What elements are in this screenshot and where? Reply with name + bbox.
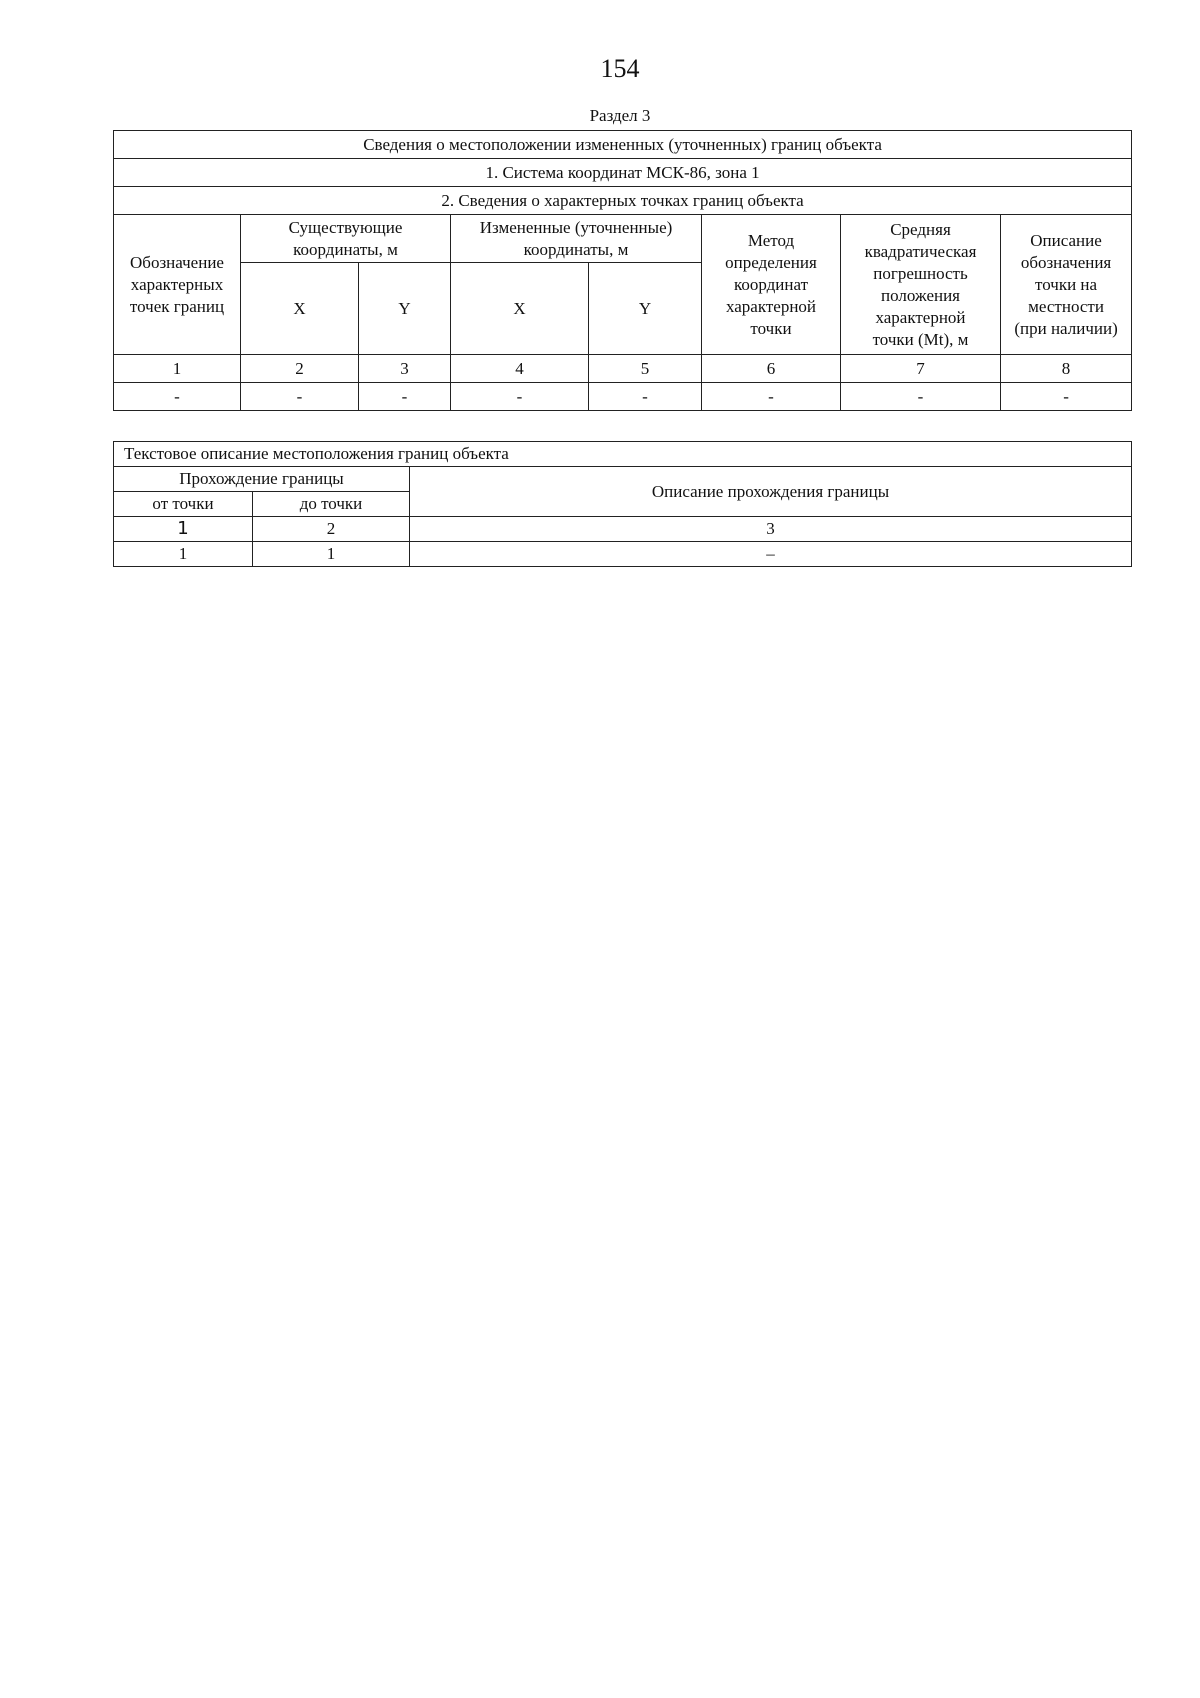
column-number: 3 (410, 517, 1132, 542)
header-passage: Прохождение границы (114, 467, 410, 492)
column-number: 3 (359, 355, 451, 383)
header-changed-y: Y (589, 263, 702, 355)
header-point-designation: Обозначение характерных точек границ (114, 215, 241, 355)
table-cell: - (841, 383, 1001, 411)
header-method: Метод определения координат характерной точки (702, 215, 841, 355)
coordinate-system: 1. Система координат МСК-86, зона 1 (114, 159, 1132, 187)
table-cell: - (359, 383, 451, 411)
column-number: 1 (114, 355, 241, 383)
table-cell: - (589, 383, 702, 411)
header-to-point: до точки (253, 492, 410, 517)
table-cell: 1 (114, 542, 253, 567)
column-number: 1 (114, 517, 253, 542)
table-cell: - (114, 383, 241, 411)
header-existing-y: Y (359, 263, 451, 355)
column-numbers-row (114, 355, 1132, 383)
column-number: 4 (451, 355, 589, 383)
section-label: Раздел 3 (589, 106, 651, 125)
table-cell: - (241, 383, 359, 411)
table-cell: - (451, 383, 589, 411)
table-cell: - (702, 383, 841, 411)
table-cell: - (1001, 383, 1132, 411)
table-cell: 1 (253, 542, 410, 567)
header-changed-x: X (451, 263, 589, 355)
points-heading: 2. Сведения о характерных точках границ объекта (114, 187, 1132, 215)
column-number: 6 (702, 355, 841, 383)
column-number: 8 (1001, 355, 1132, 383)
column-number: 5 (589, 355, 702, 383)
table-cell: – (410, 542, 1132, 567)
text-table-title: Текстовое описание местоположения границ объекта (114, 442, 1132, 467)
page-number: 154 (600, 54, 640, 83)
header-changed-coordinates: Измененные (уточненные) координаты, м (451, 215, 702, 263)
header-from-point: от точки (114, 492, 253, 517)
column-number: 2 (253, 517, 410, 542)
header-existing-x: X (241, 263, 359, 355)
header-existing-coordinates: Существующие координаты, м (241, 215, 451, 263)
header-rms-error: Средняя квадратическая погрешность положения характерной точки (Mt), м (841, 215, 1001, 355)
column-number: 2 (241, 355, 359, 383)
coordinates-table (113, 130, 1132, 411)
column-numbers-row (114, 517, 1132, 542)
table-title: Сведения о местоположении измененных (уточненных) границ объекта (114, 131, 1132, 159)
text-description-table (113, 441, 1132, 567)
column-number: 7 (841, 355, 1001, 383)
table-row (114, 542, 1132, 567)
header-description: Описание обозначения точки на местности (при наличии) (1001, 215, 1132, 355)
table-row (114, 383, 1132, 411)
header-passage-description: Описание прохождения границы (410, 467, 1132, 517)
